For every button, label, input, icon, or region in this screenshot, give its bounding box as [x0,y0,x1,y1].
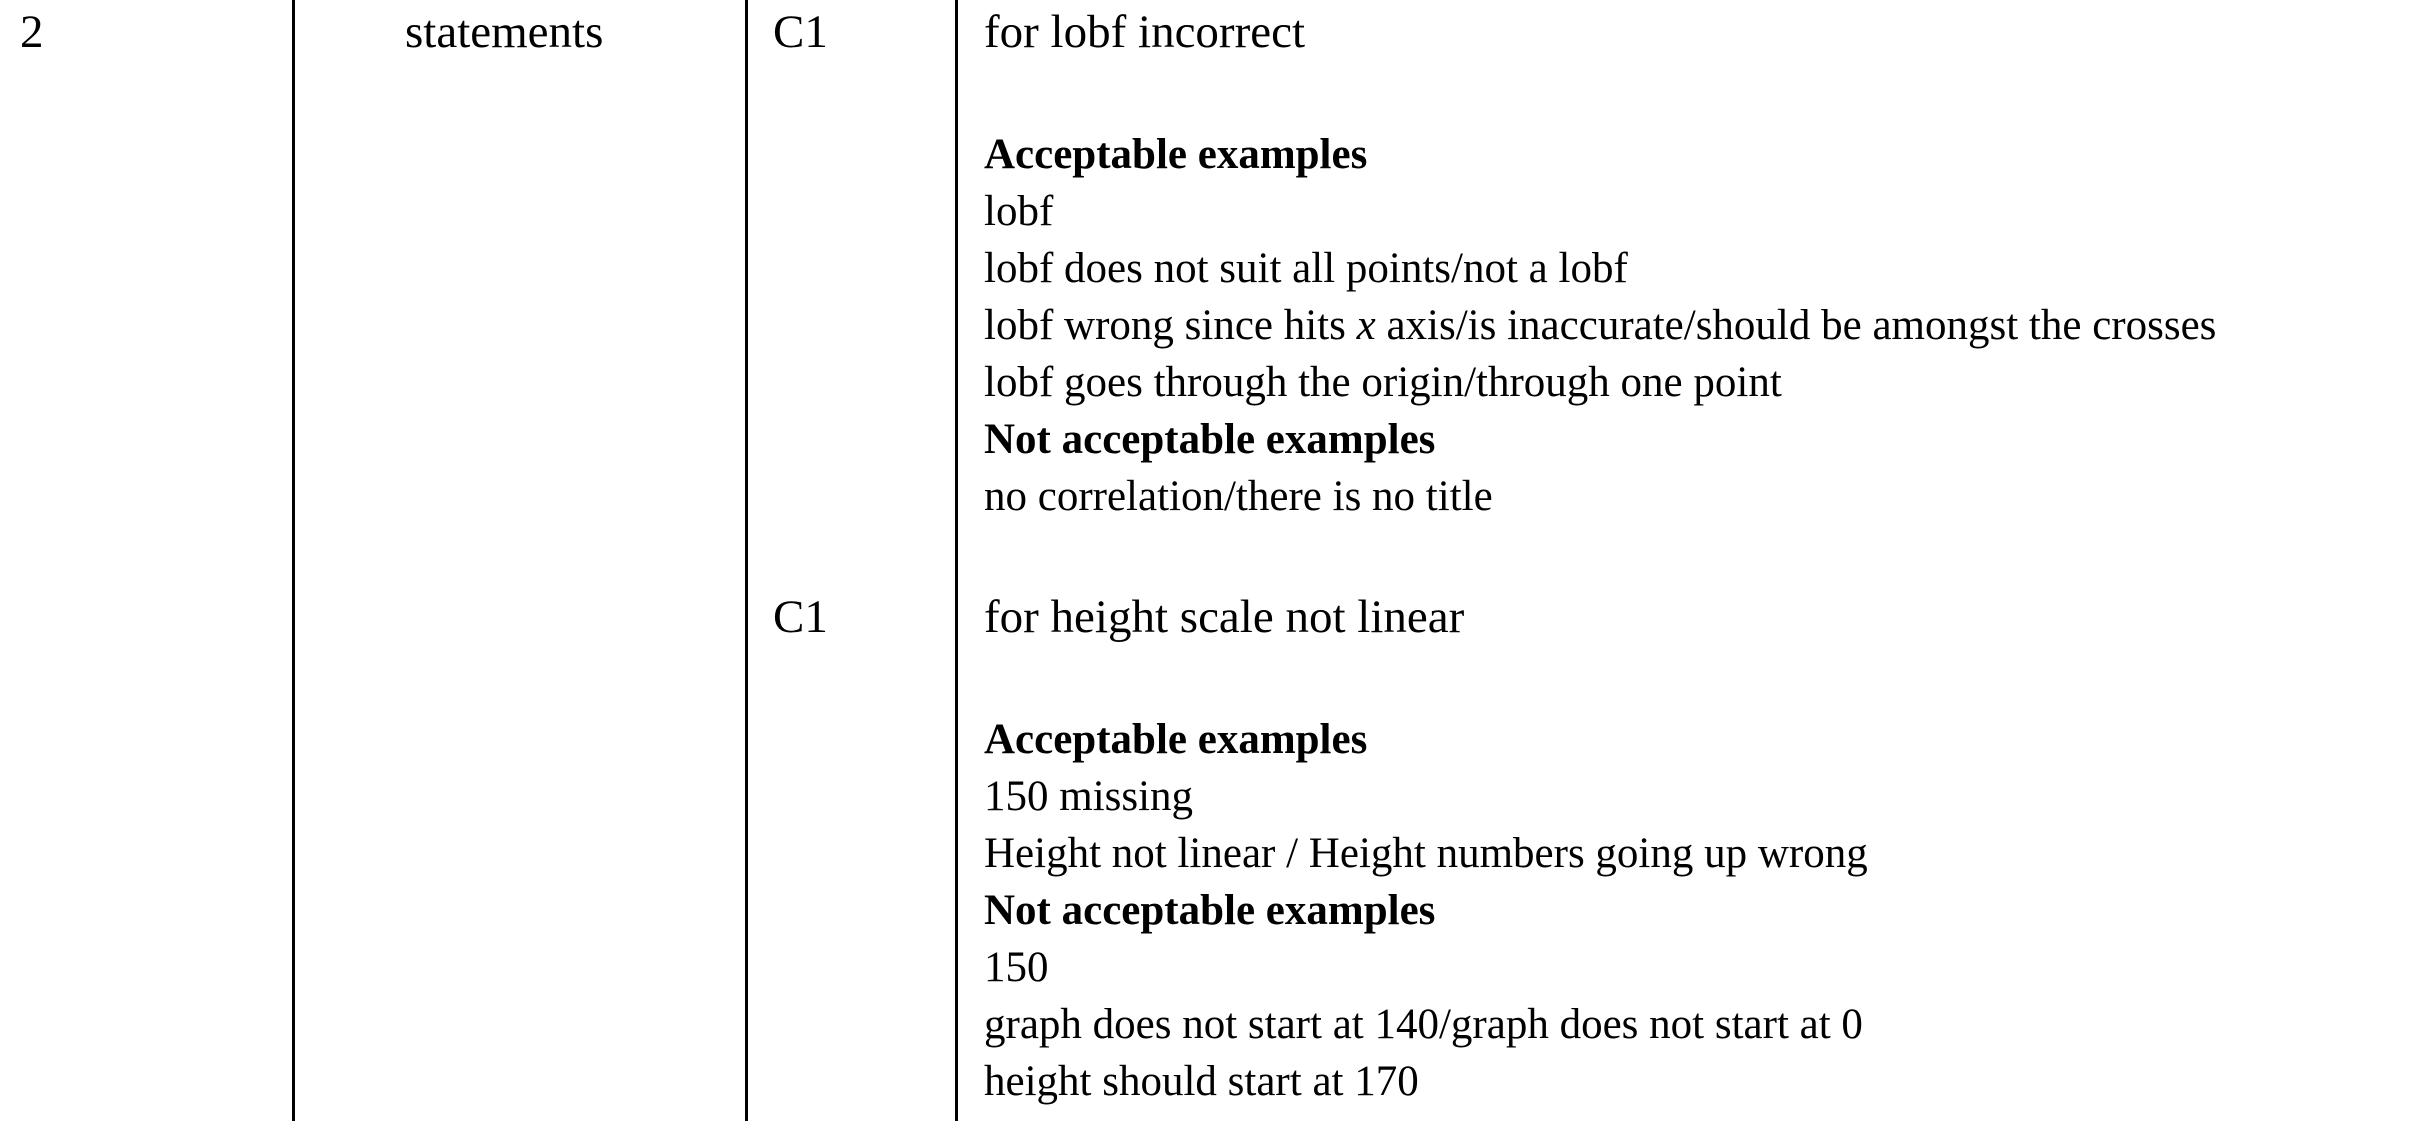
not-acceptable-example: height should start at 170 [984,1058,1419,1105]
not-acceptable-example: no correlation/there is no title [984,473,1493,520]
not-acceptable-example: 150 [984,944,1049,991]
not-acceptable-heading: Not acceptable examples [984,416,1436,463]
acceptable-example: lobf goes through the origin/through one point [984,359,1782,406]
acceptable-heading: Acceptable examples [984,716,1368,763]
guidance-block-2 [984,589,2424,1110]
mark-code-2: C1 [773,591,828,643]
acceptable-example: Height not linear / Height numbers going up wrong [984,830,1868,877]
acceptable-example: lobf does not suit all points/not a lobf [984,245,1628,292]
not-acceptable-example: graph does not start at 140/graph does not start at 0 [984,1001,1863,1048]
guidance-block-1 [984,4,2424,525]
acceptable-example: lobf wrong since hits x axis/is inaccurate/should be amongst the crosses [984,302,2217,349]
answer-cell: statements [405,6,604,58]
column-divider-answer [745,0,748,1121]
acceptable-example: lobf [984,188,1054,235]
column-divider-marks [955,0,958,1121]
question-number: 2 [20,6,44,58]
variable-x: x [1356,302,1376,349]
guidance-statement: for lobf incorrect [984,6,1306,58]
not-acceptable-heading: Not acceptable examples [984,887,1436,934]
acceptable-example: 150 missing [984,773,1194,820]
mark-code-1: C1 [773,6,828,58]
column-divider-question [292,0,295,1121]
guidance-statement: for height scale not linear [984,591,1465,643]
acceptable-heading: Acceptable examples [984,131,1368,178]
